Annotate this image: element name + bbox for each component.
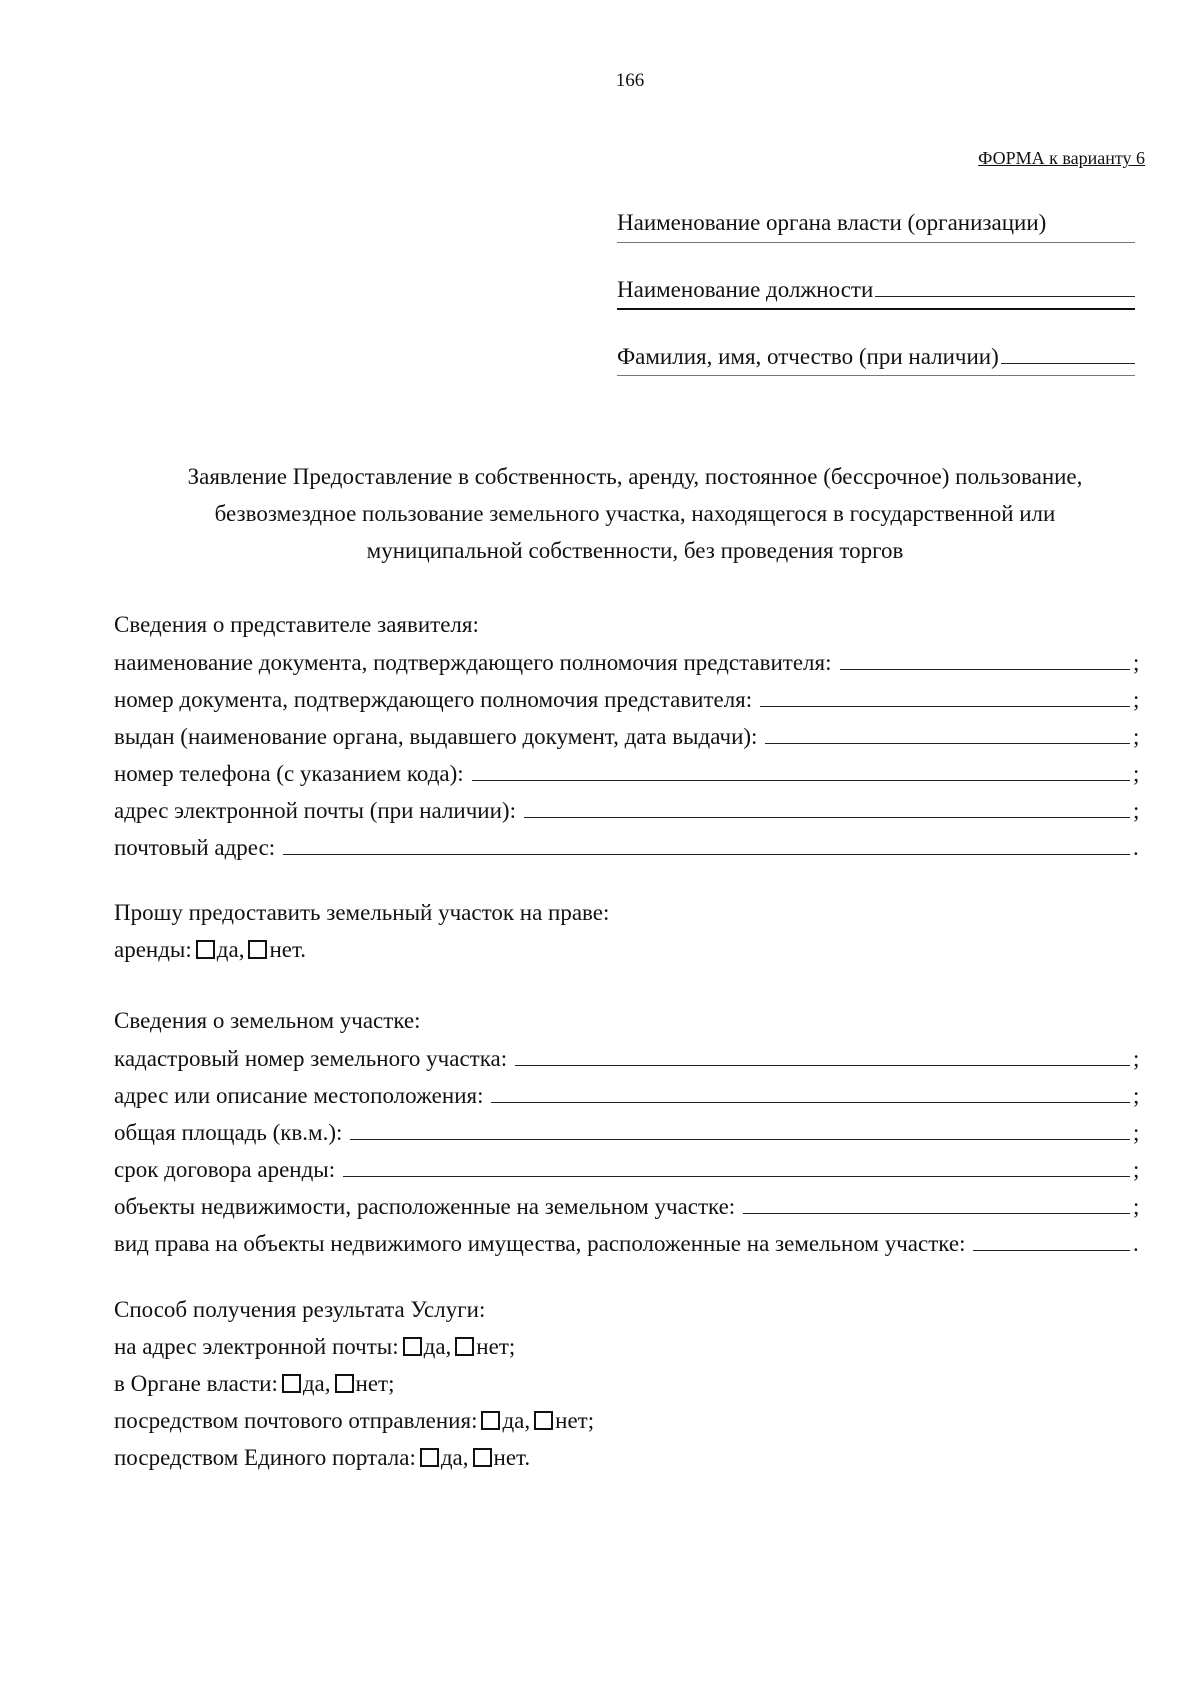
option-label: в Органе власти:	[114, 1371, 278, 1396]
no-label: нет;	[355, 1371, 395, 1396]
field-label: адрес или описание местоположения:	[114, 1083, 484, 1108]
request-heading: Прошу предоставить земельный участок на праве:	[114, 900, 610, 925]
field-label: выдан (наименование органа, выдавшего документ, дата выдачи):	[114, 724, 758, 749]
no-checkbox[interactable]	[534, 1411, 553, 1430]
delivery-heading: Способ получения результата Услуги:	[114, 1297, 486, 1322]
field-terminator: ;	[1133, 687, 1140, 712]
option-label: посредством Единого портала:	[114, 1445, 416, 1470]
field-label: наименование документа, подтверждающего полномочия представителя:	[114, 650, 832, 675]
field-input-line[interactable]	[472, 754, 1130, 781]
position-label: Наименование должности	[617, 277, 874, 302]
lease-option-row	[114, 931, 1139, 968]
authority-row	[617, 208, 1135, 238]
option-label: посредством почтового отправления:	[114, 1408, 478, 1433]
document-title	[140, 458, 1130, 569]
lease-no-checkbox[interactable]	[248, 940, 267, 959]
authority-label: Наименование органа власти (организации)	[617, 210, 1047, 235]
field-input-line[interactable]	[283, 828, 1130, 855]
option-label: на адрес электронной почты:	[114, 1334, 399, 1359]
title-line-2: безвозмездное пользование земельного участка, находящегося в государственной или	[214, 501, 1056, 526]
name-row	[617, 341, 1135, 371]
land-field-area	[114, 1113, 1139, 1150]
field-label: номер телефона (с указанием кода):	[114, 761, 464, 786]
yes-label: да,	[502, 1408, 531, 1433]
page-number: 166	[615, 70, 645, 91]
position-row	[617, 274, 1135, 304]
field-terminator: ;	[1133, 724, 1140, 749]
name-label: Фамилия, имя, отчество (при наличии)	[617, 344, 999, 369]
field-label: номер документа, подтверждающего полномочия представителя:	[114, 687, 753, 712]
land-field-right-type	[114, 1224, 1139, 1261]
land-plot-section	[114, 1003, 1139, 1261]
field-terminator: ;	[1133, 1157, 1140, 1182]
lease-yes-checkbox[interactable]	[196, 940, 215, 959]
representative-field-doc-number	[114, 680, 1139, 717]
delivery-option-email	[114, 1328, 1139, 1365]
field-input-line[interactable]	[765, 717, 1130, 744]
representative-field-issued-by	[114, 717, 1139, 754]
land-plot-heading: Сведения о земельном участке:	[114, 1008, 421, 1033]
field-input-line[interactable]	[491, 1076, 1130, 1103]
name-input-line[interactable]	[1001, 341, 1135, 364]
no-checkbox[interactable]	[473, 1448, 492, 1467]
lease-yes-label: да,	[216, 937, 245, 962]
representative-heading: Сведения о представителе заявителя:	[114, 612, 479, 637]
field-terminator: ;	[1133, 1194, 1140, 1219]
land-field-real-estate	[114, 1187, 1139, 1224]
no-label: нет.	[493, 1445, 531, 1470]
delivery-option-post	[114, 1402, 1139, 1439]
field-terminator: .	[1133, 835, 1139, 860]
name-extra-line[interactable]	[617, 374, 1135, 376]
land-field-cadastral-number	[114, 1039, 1139, 1076]
yes-checkbox[interactable]	[282, 1374, 301, 1393]
lease-no-label: нет.	[269, 937, 307, 962]
representative-section	[114, 607, 1139, 865]
representative-field-email	[114, 791, 1139, 828]
field-terminator: ;	[1133, 761, 1140, 786]
field-terminator: ;	[1133, 650, 1140, 675]
field-input-line[interactable]	[350, 1113, 1130, 1140]
representative-field-phone	[114, 754, 1139, 791]
yes-checkbox[interactable]	[481, 1411, 500, 1430]
field-input-line[interactable]	[760, 680, 1130, 707]
form-variant-label: ФОРМА к варианту 6	[978, 148, 1145, 168]
no-label: нет;	[555, 1408, 595, 1433]
field-input-line[interactable]	[524, 791, 1130, 818]
field-label: кадастровый номер земельного участка:	[114, 1046, 508, 1071]
field-label: срок договора аренды:	[114, 1157, 336, 1182]
no-checkbox[interactable]	[455, 1337, 474, 1356]
field-terminator: ;	[1133, 1083, 1140, 1108]
representative-field-doc-name	[114, 643, 1139, 680]
yes-checkbox[interactable]	[403, 1337, 422, 1356]
yes-label: да,	[302, 1371, 331, 1396]
yes-checkbox[interactable]	[420, 1448, 439, 1467]
field-input-line[interactable]	[840, 643, 1130, 670]
field-terminator: .	[1133, 1231, 1139, 1256]
request-section	[114, 895, 1139, 968]
yes-label: да,	[440, 1445, 469, 1470]
field-input-line[interactable]	[743, 1187, 1130, 1214]
position-input-line[interactable]	[875, 274, 1135, 297]
field-terminator: ;	[1133, 798, 1140, 823]
land-field-lease-term	[114, 1150, 1139, 1187]
field-input-line[interactable]	[343, 1150, 1130, 1177]
delivery-option-portal	[114, 1439, 1139, 1476]
title-line-3: муниципальной собственности, без проведения торгов	[366, 538, 904, 563]
field-input-line[interactable]	[973, 1224, 1130, 1251]
land-field-location	[114, 1076, 1139, 1113]
field-terminator: ;	[1133, 1120, 1140, 1145]
field-label: адрес электронной почты (при наличии):	[114, 798, 516, 823]
lease-option-label: аренды:	[114, 937, 192, 962]
no-checkbox[interactable]	[335, 1374, 354, 1393]
representative-field-postal-address	[114, 828, 1139, 865]
delivery-option-authority	[114, 1365, 1139, 1402]
no-label: нет;	[476, 1334, 516, 1359]
position-extra-line[interactable]	[617, 307, 1135, 310]
field-label: объекты недвижимости, расположенные на земельном участке:	[114, 1194, 736, 1219]
field-label: вид права на объекты недвижимого имущества, расположенные на земельном участке:	[114, 1231, 966, 1256]
title-line-1: Заявление Предоставление в собственность, аренду, постоянное (бессрочное) пользование,	[187, 464, 1083, 489]
delivery-section	[114, 1292, 1139, 1476]
field-label: общая площадь (кв.м.):	[114, 1120, 343, 1145]
field-input-line[interactable]	[515, 1039, 1130, 1066]
field-label: почтовый адрес:	[114, 835, 276, 860]
authority-input-line[interactable]	[617, 241, 1135, 243]
addressee-block	[617, 208, 1135, 407]
field-terminator: ;	[1133, 1046, 1140, 1071]
yes-label: да,	[423, 1334, 452, 1359]
